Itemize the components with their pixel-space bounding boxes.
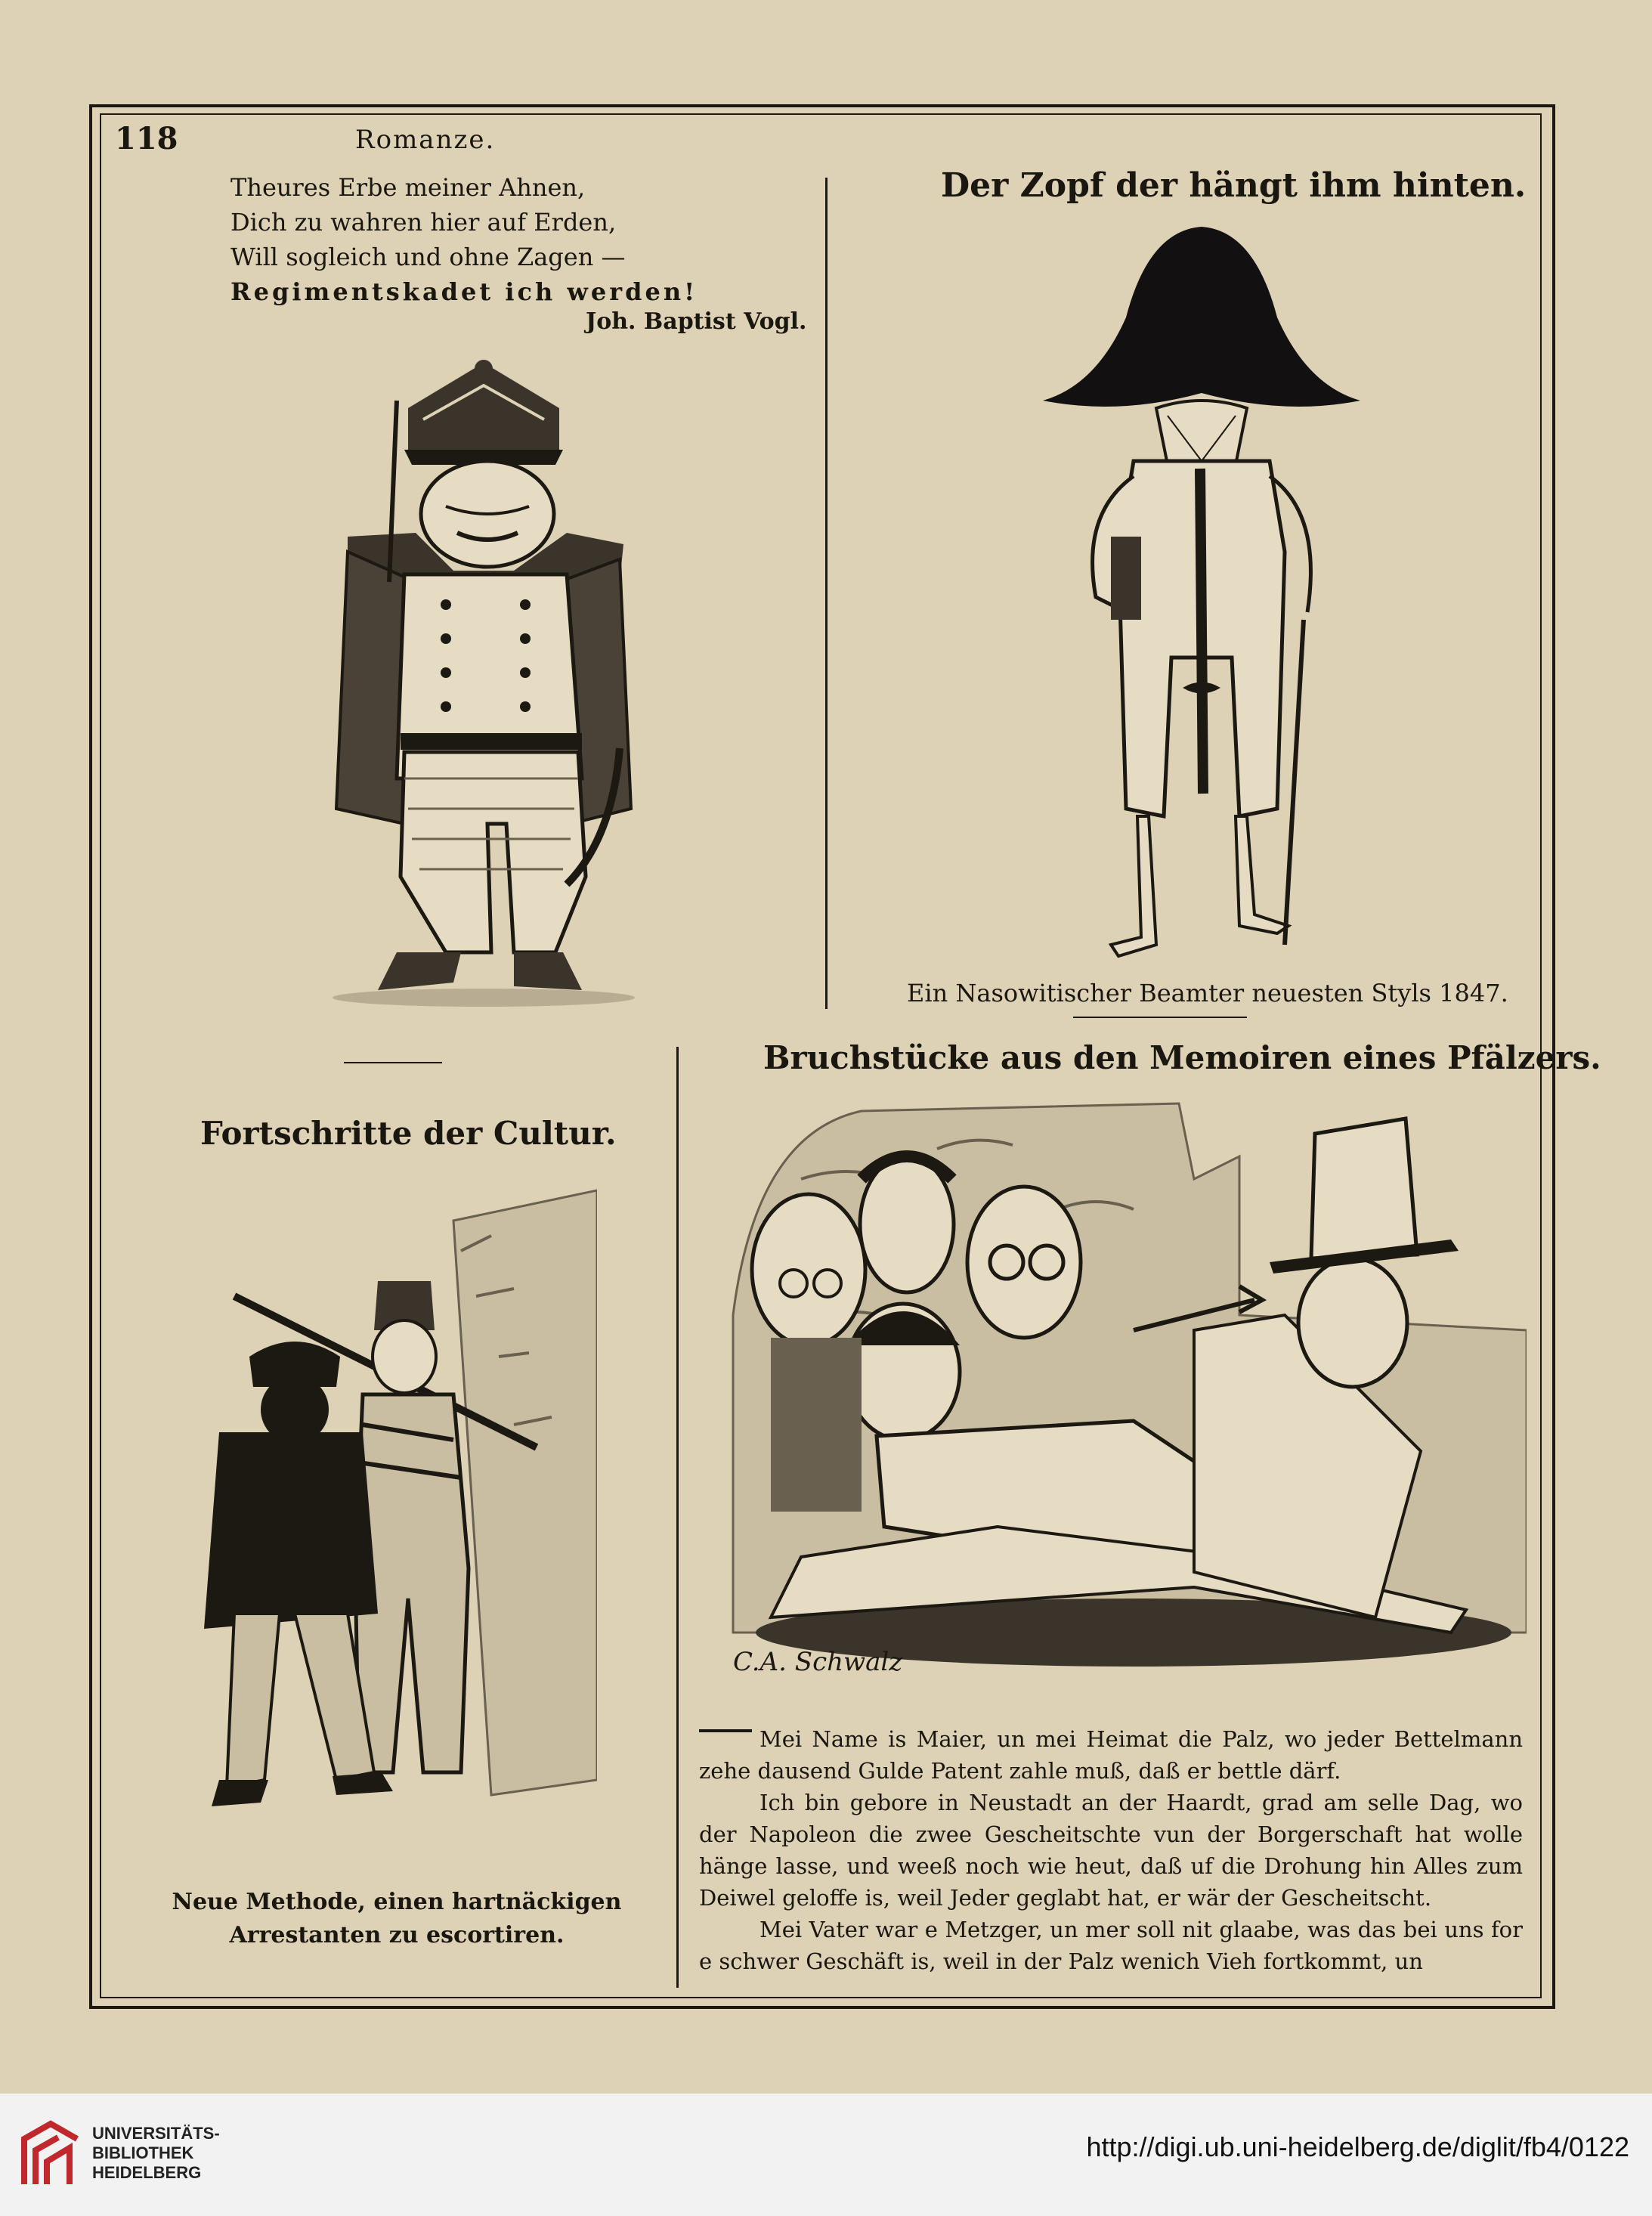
romanze-title: Romanze. [355, 125, 496, 155]
artist-signature: C.A. Schwalz [733, 1647, 903, 1677]
soldier-cadet-illustration [265, 355, 642, 1013]
section-rule-right [1073, 1017, 1247, 1018]
zopf-caption: Ein Nasowitischer Beamter neuesten Styls 1847. [907, 979, 1508, 1007]
poem-line: Dich zu wahren hier auf Erden, [230, 208, 617, 237]
source-url-link[interactable]: http://digi.ub.uni-heidelberg.de/diglit/fb4/0122 [1086, 2131, 1629, 2162]
section-rule-short [344, 1062, 442, 1063]
fortschritte-caption: Neue Methode, einen hartnäckigen Arrestanten zu escortiren. [172, 1889, 622, 1948]
poem-line: Regimentskadet ich werden! [230, 277, 698, 306]
poem-line: Theures Erbe meiner Ahnen, [230, 173, 586, 202]
romanze-author: Joh. Baptist Vogl. [586, 308, 807, 335]
pfaelzer-title: Bruchstücke aus den Memoiren eines Pfälzers. [763, 1039, 1601, 1076]
column-rule-top [825, 178, 828, 1009]
viewer-footer [0, 2094, 1652, 2216]
body-paragraph: Mei Name is Maier, un mei Heimat die Palz, wo jeder Bettelmann zehe dausend Gulde Patent zahle muß, daß er bettle därf. [699, 1726, 1523, 1784]
column-rule-bottom [676, 1047, 679, 1988]
library-name: UNIVERSITÄTS- BIBLIOTHEK HEIDELBERG [92, 2124, 220, 2182]
zopf-title: Der Zopf der hängt ihm hinten. [941, 166, 1527, 205]
prisoner-escort-illustration [174, 1175, 597, 1825]
pfaelzer-body-text [699, 1723, 1523, 1977]
pfaelzer-memoirs-illustration [710, 1088, 1527, 1701]
page-number: 118 [115, 121, 178, 156]
body-paragraph: Mei Vater war e Metzger, un mer soll nit glaabe, was das bei uns for e schwer Geschäft is, weil in der Palz wenich Vieh fortkommt, un [699, 1917, 1523, 1974]
official-with-pigtail-illustration [1035, 219, 1368, 975]
fortschritte-title: Fortschritte der Cultur. [200, 1115, 617, 1152]
body-paragraph: Ich bin gebore in Neustadt an der Haardt, grad am selle Dag, wo der Napoleon die zwee Gescheitschte vun der Borgerschaft hat wolle hänge lasse, und weeß noch wie heut, daß uf die Drohung hin Alles zum Deiwel geloffe is, weil Jeder geglabt hat, er wär der Gescheitscht. [699, 1790, 1523, 1911]
romanze-poem [230, 170, 698, 309]
poem-line: Will sogleich und ohne Zagen — [230, 243, 626, 271]
university-library-logo-icon [17, 2116, 85, 2192]
